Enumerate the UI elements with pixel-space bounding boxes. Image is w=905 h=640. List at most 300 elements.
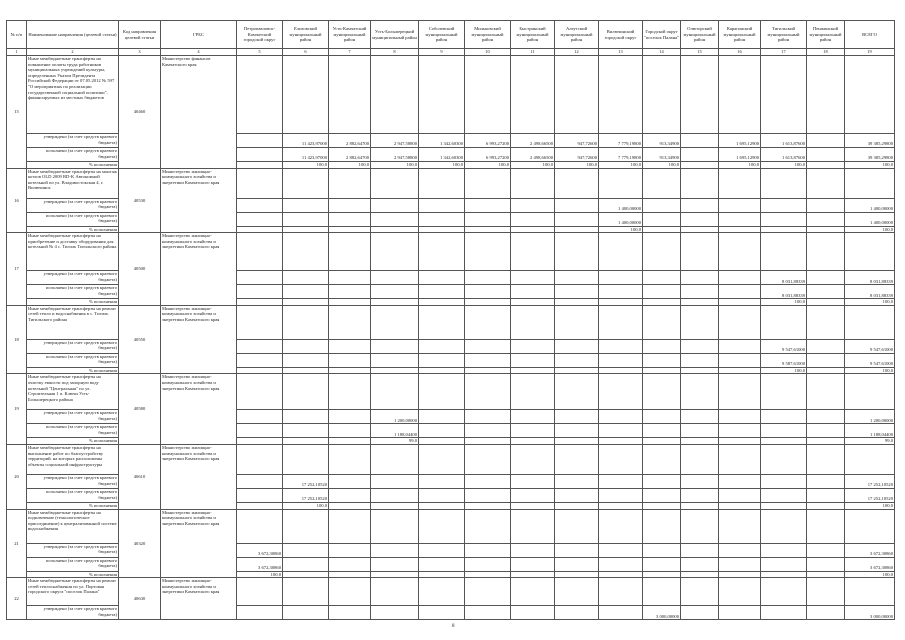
value-cell: 100,0 [329, 162, 371, 169]
cell-empty [719, 56, 761, 134]
value-cell [329, 543, 371, 557]
cell-empty [599, 168, 643, 198]
value-cell [719, 543, 761, 557]
column-number: 2 [27, 49, 119, 56]
cell-empty [643, 305, 681, 339]
value-cell: 100,0 [643, 162, 681, 169]
cell-empty [807, 374, 845, 410]
row-label: утверждено (за счет средств краевого бюджета) [27, 474, 119, 488]
value-cell [465, 299, 511, 306]
value-cell [371, 212, 419, 226]
cell-empty [465, 374, 511, 410]
value-cell [719, 212, 761, 226]
value-cell [555, 285, 599, 299]
cell-empty [237, 56, 283, 134]
column-number: 12 [555, 49, 599, 56]
value-cell: 9 547,61000 [845, 339, 895, 353]
value-cell [807, 148, 845, 162]
cell-empty [719, 374, 761, 410]
value-cell [555, 271, 599, 285]
value-cell [329, 424, 371, 438]
value-cell [511, 271, 555, 285]
value-cell [329, 474, 371, 488]
value-cell [719, 410, 761, 424]
row-grbs: Министерство жилищно-коммунального хозяйства и энергетики Камчатского края [161, 233, 237, 306]
value-cell: 1 400,00000 [845, 212, 895, 226]
value-cell [329, 353, 371, 367]
cell-empty [761, 374, 807, 410]
value-cell: 3 672,30860 [237, 557, 283, 571]
value-cell [807, 557, 845, 571]
value-cell [511, 198, 555, 212]
value-cell [643, 212, 681, 226]
value-cell [719, 557, 761, 571]
cell-empty [643, 233, 681, 271]
value-cell [371, 488, 419, 502]
cell-empty [237, 509, 283, 543]
value-cell [681, 226, 719, 233]
column-number: 16 [719, 49, 761, 56]
value-cell [761, 474, 807, 488]
value-cell [419, 271, 465, 285]
column-header: Мильковский муниципальный район [465, 21, 511, 49]
value-cell [643, 557, 681, 571]
value-cell [599, 367, 643, 374]
column-number: 4 [161, 49, 237, 56]
cell-empty [807, 509, 845, 543]
value-cell: 3 000,00000 [643, 606, 681, 620]
value-cell [511, 488, 555, 502]
cell-empty [719, 509, 761, 543]
cell-empty [419, 509, 465, 543]
cell-empty [681, 578, 719, 606]
row-label: исполнено (за счет средств краевого бюджета) [27, 488, 119, 502]
value-cell [761, 571, 807, 578]
value-cell [465, 571, 511, 578]
value-cell [761, 226, 807, 233]
value-cell [599, 557, 643, 571]
value-cell: 913,34900 [643, 148, 681, 162]
value-cell [807, 502, 845, 509]
value-cell [371, 557, 419, 571]
value-cell [555, 299, 599, 306]
value-cell: 9 547,61000 [761, 339, 807, 353]
value-cell [371, 271, 419, 285]
row-number: 15 [7, 56, 27, 169]
column-header: Пенжинский муниципальный район [807, 21, 845, 49]
cell-empty [845, 305, 895, 339]
value-cell: 1 400,00000 [845, 198, 895, 212]
value-cell [283, 212, 329, 226]
cell-empty [419, 56, 465, 134]
value-cell: 7 779,19800 [599, 134, 643, 148]
value-cell: 1 200,00000 [845, 410, 895, 424]
value-cell: 947,72600 [555, 148, 599, 162]
value-cell [807, 474, 845, 488]
row-number: 22 [7, 578, 27, 620]
value-cell [419, 571, 465, 578]
value-cell [807, 424, 845, 438]
table-row [7, 578, 895, 606]
value-cell [283, 299, 329, 306]
row-label: % исполнения [27, 502, 119, 509]
row-label: % исполнения [27, 226, 119, 233]
value-cell [599, 438, 643, 445]
value-cell [681, 543, 719, 557]
row-grbs: Министерство жилищно-коммунального хозяйства и энергетики Камчатского края [161, 578, 237, 620]
cell-empty [329, 56, 371, 134]
row-name: Иные межбюджетные трансферты на повышение оплаты труда работников муниципальных учреждений культуры, определенных Указом Президента Российской Федерации от 07.05.2012 № 597 "О мероприятиях по реализации государственной социальной политики", финансируемых из местных бюджетов [27, 56, 119, 134]
value-cell [283, 226, 329, 233]
value-cell [807, 226, 845, 233]
cell-empty [599, 509, 643, 543]
value-cell [681, 367, 719, 374]
cell-empty [807, 305, 845, 339]
cell-empty [807, 444, 845, 474]
value-cell [599, 299, 643, 306]
value-cell [283, 271, 329, 285]
cell-empty [681, 233, 719, 271]
value-cell [511, 424, 555, 438]
value-cell [719, 438, 761, 445]
value-cell [681, 502, 719, 509]
row-grbs: Министерство финансов Камчатского края [161, 56, 237, 169]
value-cell [681, 438, 719, 445]
value-cell [555, 212, 599, 226]
row-label: утверждено (за счет средств краевого бюджета) [27, 271, 119, 285]
value-cell [807, 162, 845, 169]
value-cell [371, 606, 419, 620]
value-cell [599, 339, 643, 353]
value-cell [681, 148, 719, 162]
value-cell [643, 438, 681, 445]
value-cell [555, 438, 599, 445]
value-cell [465, 198, 511, 212]
value-cell: 100,0 [283, 162, 329, 169]
value-cell [555, 339, 599, 353]
value-cell [511, 557, 555, 571]
value-cell [371, 285, 419, 299]
value-cell: 8 031,88339 [845, 271, 895, 285]
value-cell [511, 339, 555, 353]
cell-empty [845, 578, 895, 606]
value-cell: 2 947,58800 [371, 134, 419, 148]
cell-empty [719, 233, 761, 271]
value-cell [283, 606, 329, 620]
value-cell [419, 557, 465, 571]
value-cell [719, 367, 761, 374]
value-cell [643, 543, 681, 557]
value-cell [681, 339, 719, 353]
value-cell [237, 474, 283, 488]
value-cell [761, 606, 807, 620]
value-cell: 2 498,66500 [511, 148, 555, 162]
value-cell [419, 474, 465, 488]
value-cell [599, 271, 643, 285]
column-header: Вилючинский городской округ [599, 21, 643, 49]
cell-empty [371, 374, 419, 410]
cell-empty [371, 56, 419, 134]
value-cell: 6 993,27200 [465, 134, 511, 148]
column-header: Наименование направления (целевой статьи) [27, 21, 119, 49]
value-cell [371, 543, 419, 557]
cell-empty [599, 233, 643, 271]
value-cell [511, 353, 555, 367]
value-cell: 100,0 [845, 299, 895, 306]
cell-empty [329, 233, 371, 271]
cell-empty [845, 56, 895, 134]
cell-empty [681, 305, 719, 339]
cell-empty [761, 168, 807, 198]
value-cell [237, 299, 283, 306]
value-cell: 100,0 [371, 162, 419, 169]
cell-empty [845, 374, 895, 410]
value-cell [237, 502, 283, 509]
cell-empty [237, 444, 283, 474]
value-cell: 1 342,60300 [419, 148, 465, 162]
row-name: Иные межбюджетные трансферты на очистку емкости под запорную воду котельной "Центральная" по ул. Строительная 1 п. Ключи Усть-Большерецкого района [27, 374, 119, 410]
cell-empty [237, 578, 283, 606]
row-label: % исполнения [27, 299, 119, 306]
value-cell [329, 438, 371, 445]
cell-empty [237, 305, 283, 339]
value-cell [283, 571, 329, 578]
value-cell [681, 271, 719, 285]
column-number: 19 [845, 49, 895, 56]
value-cell: 100,0 [599, 162, 643, 169]
value-cell [681, 353, 719, 367]
cell-empty [761, 56, 807, 134]
value-cell [643, 571, 681, 578]
value-cell: 3 672,30860 [237, 543, 283, 557]
value-cell [719, 606, 761, 620]
row-name: Иные межбюджетные трансферты на ремонт сетей тепло и водоснабжения в с. Тигиль Тигильского района [27, 305, 119, 339]
value-cell [643, 474, 681, 488]
cell-empty [555, 305, 599, 339]
value-cell: 1 188,04400 [371, 424, 419, 438]
cell-empty [643, 168, 681, 198]
value-cell [643, 271, 681, 285]
value-cell [237, 353, 283, 367]
value-cell [807, 299, 845, 306]
value-cell [329, 299, 371, 306]
value-cell [465, 424, 511, 438]
value-cell [807, 367, 845, 374]
table-row [7, 233, 895, 271]
value-cell: 100,0 [511, 162, 555, 169]
value-cell [237, 339, 283, 353]
value-cell [807, 212, 845, 226]
value-cell [681, 606, 719, 620]
value-cell [511, 226, 555, 233]
value-cell [371, 198, 419, 212]
column-header: Соболевский муниципальный район [419, 21, 465, 49]
value-cell [719, 299, 761, 306]
value-cell [599, 502, 643, 509]
value-cell [371, 299, 419, 306]
value-cell [419, 226, 465, 233]
column-number: 6 [283, 49, 329, 56]
value-cell [237, 606, 283, 620]
column-number: 8 [371, 49, 419, 56]
row-number: 20 [7, 444, 27, 509]
value-cell [419, 488, 465, 502]
value-cell [807, 198, 845, 212]
cell-empty [283, 444, 329, 474]
cell-empty [465, 578, 511, 606]
value-cell [419, 353, 465, 367]
value-cell [555, 410, 599, 424]
value-cell [681, 162, 719, 169]
value-cell: 100,0 [845, 571, 895, 578]
value-cell: 100,0 [845, 226, 895, 233]
row-label: исполнено (за счет средств краевого бюджета) [27, 424, 119, 438]
value-cell [419, 198, 465, 212]
cell-empty [761, 578, 807, 606]
value-cell: 8 031,88339 [761, 271, 807, 285]
cell-empty [237, 168, 283, 198]
value-cell [555, 488, 599, 502]
value-cell [643, 339, 681, 353]
value-cell: 100,0 [761, 162, 807, 169]
row-grbs: Министерство жилищно-коммунального хозяйства и энергетики Камчатского края [161, 305, 237, 374]
value-cell [807, 571, 845, 578]
value-cell [599, 543, 643, 557]
cell-empty [599, 374, 643, 410]
value-cell [643, 285, 681, 299]
value-cell [283, 285, 329, 299]
page-number: 8 [452, 624, 455, 629]
value-cell [419, 212, 465, 226]
value-cell [719, 424, 761, 438]
value-cell: 2 882,64700 [329, 134, 371, 148]
cell-empty [719, 168, 761, 198]
value-cell [283, 424, 329, 438]
value-cell [555, 198, 599, 212]
row-number: 16 [7, 168, 27, 233]
cell-empty [845, 509, 895, 543]
cell-empty [643, 56, 681, 134]
value-cell [719, 339, 761, 353]
value-cell: 9 547,61000 [845, 353, 895, 367]
header-row [7, 21, 895, 49]
value-cell: 100,0 [719, 162, 761, 169]
value-cell [419, 502, 465, 509]
value-cell [681, 198, 719, 212]
value-cell: 913,34900 [643, 134, 681, 148]
cell-empty [419, 374, 465, 410]
value-cell [237, 367, 283, 374]
cell-empty [329, 509, 371, 543]
value-cell: 1 695,12900 [719, 134, 761, 148]
value-cell [681, 474, 719, 488]
value-cell [599, 353, 643, 367]
value-cell [719, 488, 761, 502]
value-cell [371, 339, 419, 353]
value-cell [555, 502, 599, 509]
value-cell [329, 339, 371, 353]
value-cell [761, 488, 807, 502]
value-cell [511, 367, 555, 374]
value-cell [807, 410, 845, 424]
cell-empty [599, 56, 643, 134]
row-label: % исполнения [27, 438, 119, 445]
value-cell [807, 134, 845, 148]
cell-empty [511, 578, 555, 606]
value-cell: 11 423,97000 [283, 148, 329, 162]
table-row [7, 305, 895, 339]
value-cell [237, 271, 283, 285]
column-header: № п/п [7, 21, 27, 49]
column-header: Усть-Камчатский муниципальный район [329, 21, 371, 49]
value-cell [371, 474, 419, 488]
cell-empty [371, 168, 419, 198]
column-number: 5 [237, 49, 283, 56]
column-number: 13 [599, 49, 643, 56]
value-cell [283, 353, 329, 367]
value-cell [761, 543, 807, 557]
value-cell [643, 299, 681, 306]
value-cell: 1 400,00000 [599, 198, 643, 212]
value-cell [761, 557, 807, 571]
row-label: утверждено (за счет средств краевого бюджета) [27, 543, 119, 557]
row-name: Иные межбюджетные трансферты на подключение (технологическое присоединение) к централизованной системе водоснабжения [27, 509, 119, 543]
value-cell [237, 162, 283, 169]
column-header: ГРБС [161, 21, 237, 49]
value-cell [465, 226, 511, 233]
cell-empty [283, 578, 329, 606]
row-label: утверждено (за счет средств краевого бюджета) [27, 339, 119, 353]
value-cell [681, 557, 719, 571]
row-grbs: Министерство жилищно-коммунального хозяйства и энергетики Камчатского края [161, 374, 237, 445]
value-cell: 99,0 [371, 438, 419, 445]
row-name: Иные межбюджетные трансферты на приобретение и доставку оборудования для котельной № 4 с. Тигиль Тигильского района [27, 233, 119, 271]
cell-empty [419, 578, 465, 606]
row-name: Иные межбюджетные трансферты на монтаж котлов OLD 2009 RD-K Автономной котельной по ул. Владивостокская 4, г. Вилючинск [27, 168, 119, 198]
table-row [7, 168, 895, 198]
value-cell [465, 339, 511, 353]
value-cell [599, 571, 643, 578]
value-cell [419, 424, 465, 438]
row-number: 18 [7, 305, 27, 374]
value-cell [329, 285, 371, 299]
value-cell [761, 410, 807, 424]
cell-empty [511, 509, 555, 543]
cell-empty [681, 56, 719, 134]
value-cell [511, 571, 555, 578]
cell-empty [845, 168, 895, 198]
cell-empty [761, 509, 807, 543]
cell-empty [511, 305, 555, 339]
value-cell: 17 252,10520 [845, 474, 895, 488]
column-header: Петропавловск-Камчатский городской округ [237, 21, 283, 49]
value-cell [719, 571, 761, 578]
value-cell [419, 606, 465, 620]
value-cell: 1 200,00000 [371, 410, 419, 424]
cell-empty [511, 233, 555, 271]
row-code: 40630 [119, 578, 161, 620]
cell-empty [465, 168, 511, 198]
value-cell [643, 198, 681, 212]
value-cell [555, 424, 599, 438]
value-cell [511, 502, 555, 509]
value-cell [419, 543, 465, 557]
value-cell: 1 400,00000 [599, 212, 643, 226]
cell-empty [283, 374, 329, 410]
row-code: 40530 [119, 168, 161, 233]
cell-empty [329, 374, 371, 410]
value-cell: 100,0 [845, 367, 895, 374]
